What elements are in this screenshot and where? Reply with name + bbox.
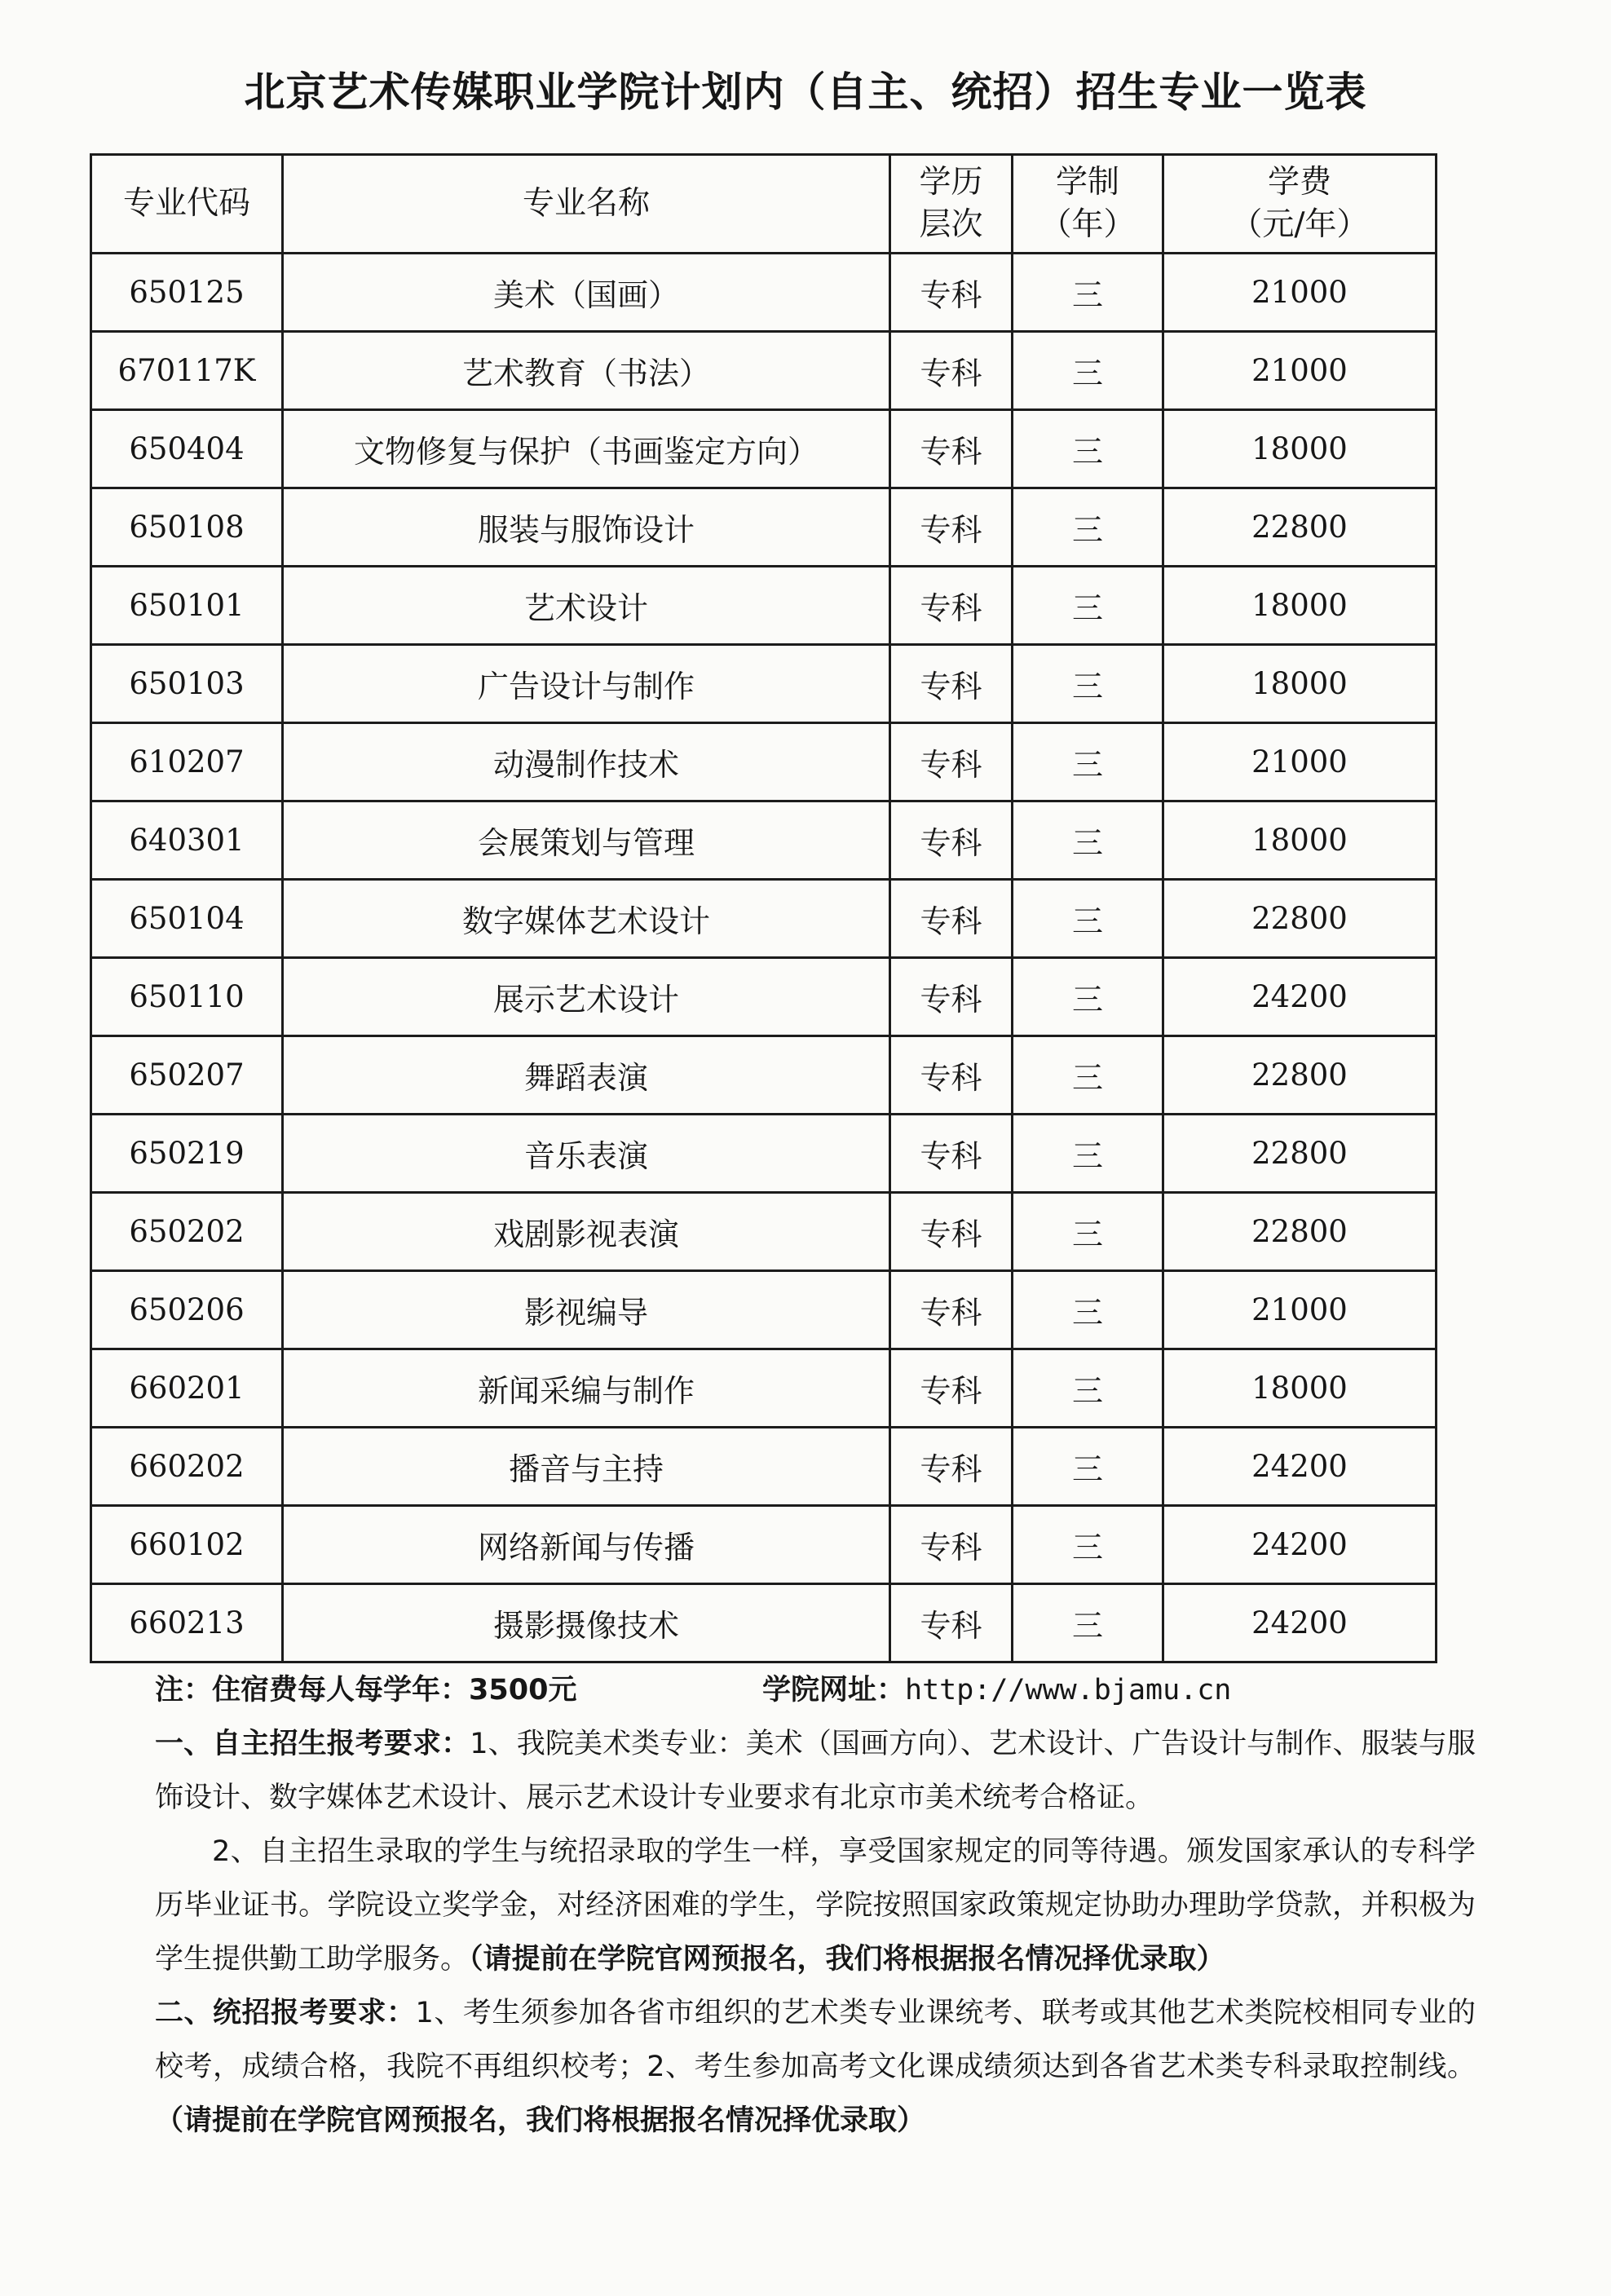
level-cell: 专科 xyxy=(890,1193,1013,1271)
major-name-cell: 广告设计与制作 xyxy=(283,645,890,723)
section2-heading: 二、统招报考要求： xyxy=(155,1997,416,2029)
header-name: 专业名称 xyxy=(283,155,890,254)
table-row xyxy=(91,1115,1437,1193)
major-name-cell: 戏剧影视表演 xyxy=(283,1193,890,1271)
fee-cell: 24200 xyxy=(1163,1584,1437,1662)
level-cell: 专科 xyxy=(890,567,1013,645)
header-years xyxy=(1013,155,1163,254)
major-name-cell: 展示艺术设计 xyxy=(283,958,890,1036)
code-cell: 650202 xyxy=(91,1193,283,1271)
fee-cell: 24200 xyxy=(1163,1506,1437,1584)
section1-item2 xyxy=(155,1825,1476,1986)
table-row xyxy=(91,1428,1437,1506)
code-cell: 610207 xyxy=(91,723,283,801)
code-cell: 660202 xyxy=(91,1428,283,1506)
header-level-line2: 层次 xyxy=(919,206,983,243)
fee-cell: 21000 xyxy=(1163,254,1437,332)
years-cell: 三 xyxy=(1013,1115,1163,1193)
major-name-cell: 艺术设计 xyxy=(283,567,890,645)
header-level-line1: 学历 xyxy=(919,164,983,201)
code-cell: 650110 xyxy=(91,958,283,1036)
table-row xyxy=(91,1036,1437,1115)
table-row xyxy=(91,723,1437,801)
years-cell: 三 xyxy=(1013,488,1163,567)
section2 xyxy=(155,1986,1476,2148)
major-name-cell: 摄影摄像技术 xyxy=(283,1584,890,1662)
table-header-row xyxy=(91,155,1437,254)
major-name-cell: 数字媒体艺术设计 xyxy=(283,880,890,958)
table-row xyxy=(91,1271,1437,1349)
table-row xyxy=(91,567,1437,645)
level-cell: 专科 xyxy=(890,332,1013,410)
notes-section xyxy=(155,1663,1476,2148)
years-cell: 三 xyxy=(1013,1271,1163,1349)
header-fee-line1: 学费 xyxy=(1267,164,1331,201)
level-cell: 专科 xyxy=(890,410,1013,488)
level-cell: 专科 xyxy=(890,1506,1013,1584)
level-cell: 专科 xyxy=(890,1271,1013,1349)
level-cell: 专科 xyxy=(890,880,1013,958)
years-cell: 三 xyxy=(1013,410,1163,488)
years-cell: 三 xyxy=(1013,958,1163,1036)
major-name-cell: 文物修复与保护（书画鉴定方向） xyxy=(283,410,890,488)
fee-cell: 22800 xyxy=(1163,1036,1437,1115)
code-cell: 650103 xyxy=(91,645,283,723)
fee-cell: 22800 xyxy=(1163,488,1437,567)
years-cell: 三 xyxy=(1013,254,1163,332)
code-cell: 650219 xyxy=(91,1115,283,1193)
code-cell: 650125 xyxy=(91,254,283,332)
level-cell: 专科 xyxy=(890,723,1013,801)
major-name-cell: 动漫制作技术 xyxy=(283,723,890,801)
code-cell: 650108 xyxy=(91,488,283,567)
level-cell: 专科 xyxy=(890,958,1013,1036)
years-cell: 三 xyxy=(1013,1584,1163,1662)
level-cell: 专科 xyxy=(890,254,1013,332)
major-name-cell: 服装与服饰设计 xyxy=(283,488,890,567)
level-cell: 专科 xyxy=(890,1036,1013,1115)
years-cell: 三 xyxy=(1013,332,1163,410)
code-cell: 650206 xyxy=(91,1271,283,1349)
level-cell: 专科 xyxy=(890,1584,1013,1662)
table-row xyxy=(91,1506,1437,1584)
section1-item2-text: 2、自主招生录取的学生与统招录取的学生一样，享受国家规定的同等待遇。颁发国家承认的专科学历毕业证书。学院设立奖学金，对经济困难的学生，学院按照国家政策规定协助办理助学贷款，并积极为学生提供勤工助学服务。 xyxy=(155,1835,1476,1976)
fee-cell: 21000 xyxy=(1163,1271,1437,1349)
header-code: 专业代码 xyxy=(91,155,283,254)
fee-cell: 24200 xyxy=(1163,958,1437,1036)
fee-cell: 18000 xyxy=(1163,1349,1437,1428)
section2-bold: （请提前在学院官网预报名，我们将根据报名情况择优录取） xyxy=(155,2104,926,2137)
fee-cell: 21000 xyxy=(1163,723,1437,801)
fee-cell: 22800 xyxy=(1163,880,1437,958)
level-cell: 专科 xyxy=(890,645,1013,723)
level-cell: 专科 xyxy=(890,1349,1013,1428)
years-cell: 三 xyxy=(1013,1036,1163,1115)
table-row xyxy=(91,801,1437,880)
table-row xyxy=(91,645,1437,723)
table-row xyxy=(91,1349,1437,1428)
level-cell: 专科 xyxy=(890,1115,1013,1193)
major-name-cell: 艺术教育（书法） xyxy=(283,332,890,410)
code-cell: 650104 xyxy=(91,880,283,958)
fee-cell: 24200 xyxy=(1163,1428,1437,1506)
website-url: http://www.bjamu.cn xyxy=(905,1674,1232,1707)
years-cell: 三 xyxy=(1013,880,1163,958)
years-cell: 三 xyxy=(1013,645,1163,723)
majors-table xyxy=(90,153,1437,1663)
code-cell: 640301 xyxy=(91,801,283,880)
header-years-line1: 学制 xyxy=(1055,164,1119,201)
level-cell: 专科 xyxy=(890,488,1013,567)
code-cell: 650101 xyxy=(91,567,283,645)
document-title: 北京艺术传媒职业学院计划内（自主、统招）招生专业一览表 xyxy=(244,68,1367,116)
years-cell: 三 xyxy=(1013,1349,1163,1428)
table-row xyxy=(91,488,1437,567)
section1-item1-text: 1、我院美术类专业：美术（国画方向）、艺术设计、广告设计与制作、服装与服饰设计、数字媒体艺术设计、展示艺术设计专业要求有北京市美术统考合格证。 xyxy=(155,1728,1476,1814)
accommodation-unit: 元 xyxy=(548,1674,577,1707)
table-row xyxy=(91,410,1437,488)
fee-cell: 22800 xyxy=(1163,1193,1437,1271)
fee-cell: 21000 xyxy=(1163,332,1437,410)
major-name-cell: 网络新闻与传播 xyxy=(283,1506,890,1584)
section1-item1 xyxy=(155,1717,1476,1825)
years-cell: 三 xyxy=(1013,723,1163,801)
fee-cell: 18000 xyxy=(1163,801,1437,880)
note-fee-line xyxy=(155,1663,1476,1717)
note-prefix: 注： xyxy=(155,1674,213,1707)
header-fee xyxy=(1163,155,1437,254)
fee-cell: 18000 xyxy=(1163,645,1437,723)
major-name-cell: 影视编导 xyxy=(283,1271,890,1349)
table-row xyxy=(91,254,1437,332)
table-row xyxy=(91,1193,1437,1271)
fee-cell: 22800 xyxy=(1163,1115,1437,1193)
website-info xyxy=(762,1663,1231,1717)
major-name-cell: 音乐表演 xyxy=(283,1115,890,1193)
years-cell: 三 xyxy=(1013,1506,1163,1584)
major-name-cell: 会展策划与管理 xyxy=(283,801,890,880)
header-years-line2: （年） xyxy=(1039,206,1136,243)
accommodation-value: 3500 xyxy=(469,1674,549,1707)
major-name-cell: 美术（国画） xyxy=(283,254,890,332)
major-name-cell: 舞蹈表演 xyxy=(283,1036,890,1115)
level-cell: 专科 xyxy=(890,801,1013,880)
table-row xyxy=(91,958,1437,1036)
code-cell: 660213 xyxy=(91,1584,283,1662)
accommodation-label: 住宿费每人每学年： xyxy=(212,1674,470,1707)
website-label: 学院网址： xyxy=(762,1674,906,1707)
years-cell: 三 xyxy=(1013,567,1163,645)
fee-cell: 18000 xyxy=(1163,567,1437,645)
major-name-cell: 新闻采编与制作 xyxy=(283,1349,890,1428)
code-cell: 670117K xyxy=(91,332,283,410)
section1-heading: 一、自主招生报考要求： xyxy=(155,1728,470,1760)
years-cell: 三 xyxy=(1013,1193,1163,1271)
years-cell: 三 xyxy=(1013,1428,1163,1506)
header-level xyxy=(890,155,1013,254)
header-fee-line2: （元/年） xyxy=(1230,206,1369,243)
fee-cell: 18000 xyxy=(1163,410,1437,488)
table-row xyxy=(91,332,1437,410)
level-cell: 专科 xyxy=(890,1428,1013,1506)
code-cell: 650207 xyxy=(91,1036,283,1115)
code-cell: 660201 xyxy=(91,1349,283,1428)
section2-text: 1、考生须参加各省市组织的艺术类专业课统考、联考或其他艺术类院校相同专业的校考，成绩合格，我院不再组织校考；2、考生参加高考文化课成绩须达到各省艺术类专科录取控制线。 xyxy=(155,1997,1476,2083)
table-row xyxy=(91,880,1437,958)
code-cell: 650404 xyxy=(91,410,283,488)
years-cell: 三 xyxy=(1013,801,1163,880)
table-row xyxy=(91,1584,1437,1662)
section1-item2-bold: （请提前在学院官网预报名，我们将根据报名情况择优录取） xyxy=(469,1943,1225,1976)
major-name-cell: 播音与主持 xyxy=(283,1428,890,1506)
code-cell: 660102 xyxy=(91,1506,283,1584)
